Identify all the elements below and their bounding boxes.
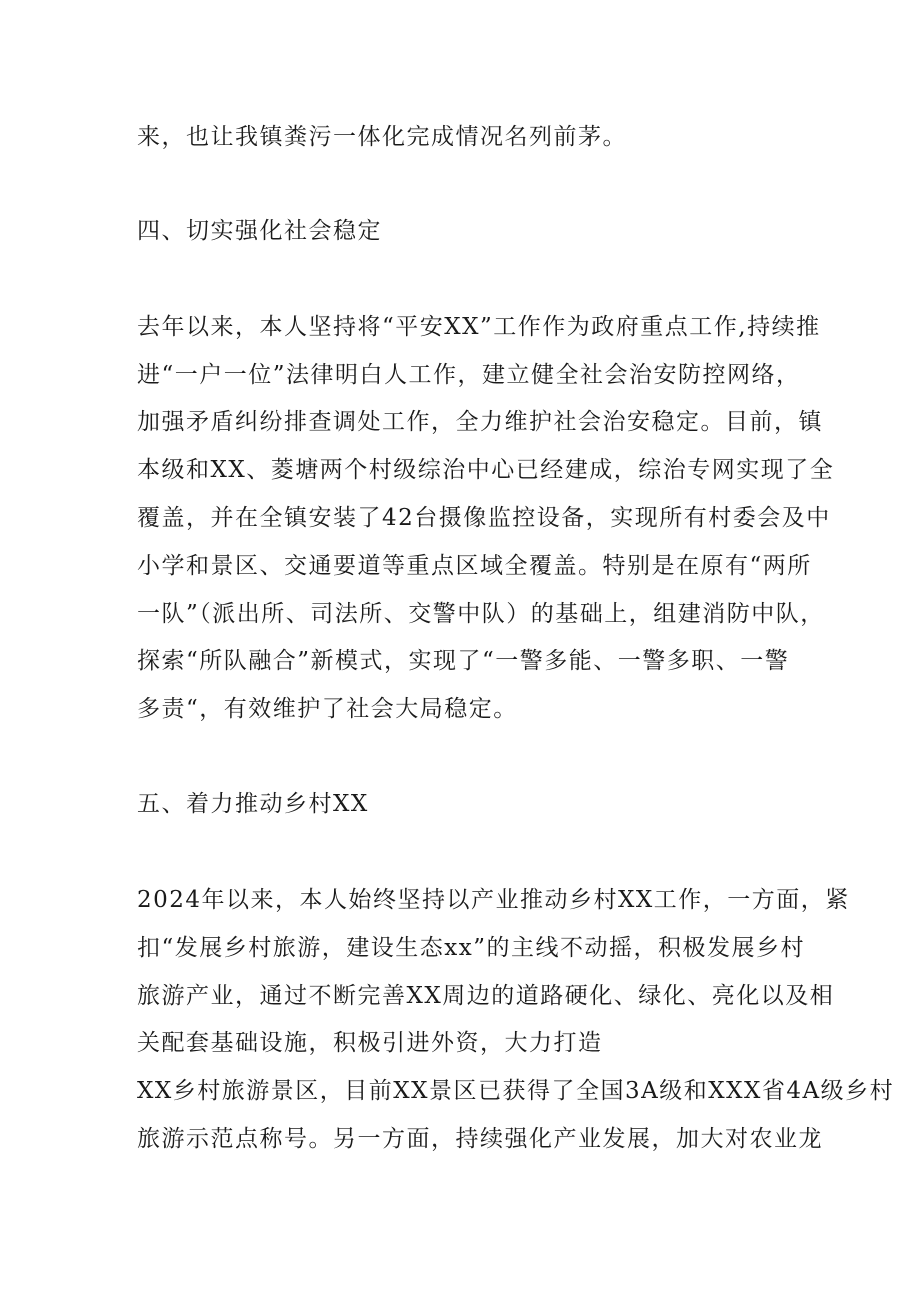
paragraph-line: 关配套基础设施，积极引进外资，大力打造 [137, 1030, 603, 1056]
paragraph-line: 一队”（派出所、司法所、交警中队）的基础上，组建消防中队， [137, 601, 825, 627]
paragraph-line-continuation: 来，也让我镇粪污一体化完成情况名列前茅。 [137, 124, 627, 150]
paragraph-line: 覆盖，并在全镇安装了42台摄像监控设备，实现所有村委会及中 [137, 505, 831, 531]
paragraph-line: 2024年以来，本人始终坚持以产业推动乡村XX工作，一方面，紧 [137, 887, 850, 913]
paragraph-line: 去年以来，本人坚持将“平安XX”工作作为政府重点工作,持续推 [137, 314, 821, 340]
paragraph-line: 旅游产业，通过不断完善XX周边的道路硬化、绿化、亮化以及相 [137, 983, 835, 1009]
paragraph-line: 旅游示范点称号。另一方面，持续强化产业发展，加大对农业龙 [137, 1126, 823, 1152]
paragraph-line: 加强矛盾纠纷排查调处工作，全力维护社会治安稳定。目前，镇 [137, 409, 823, 435]
paragraph-line: 探索“所队融合”新模式，实现了“一警多能、一警多职、一警 [137, 648, 790, 674]
section-heading-4: 四、切实强化社会稳定 [137, 218, 382, 244]
paragraph-line: XX乡村旅游景区，目前XX景区已获得了全国3A级和XXX省4A级乡村 [137, 1078, 895, 1104]
paragraph-line: 进“一户一位”法律明白人工作，建立健全社会治安防控网络， [137, 362, 801, 388]
paragraph-line: 扣“发展乡村旅游，建设生态xx”的主线不动摇，积极发展乡村 [137, 935, 805, 961]
paragraph-line: 本级和XX、菱塘两个村级综治中心已经建成，综治专网实现了全 [137, 457, 835, 483]
section-heading-5: 五、着力推动乡村XX [137, 791, 369, 817]
paragraph-line: 多责“，有效维护了社会大局稳定。 [137, 696, 518, 722]
paragraph-line: 小学和景区、交通要道等重点区域全覆盖。特别是在原有“两所 [137, 553, 812, 579]
